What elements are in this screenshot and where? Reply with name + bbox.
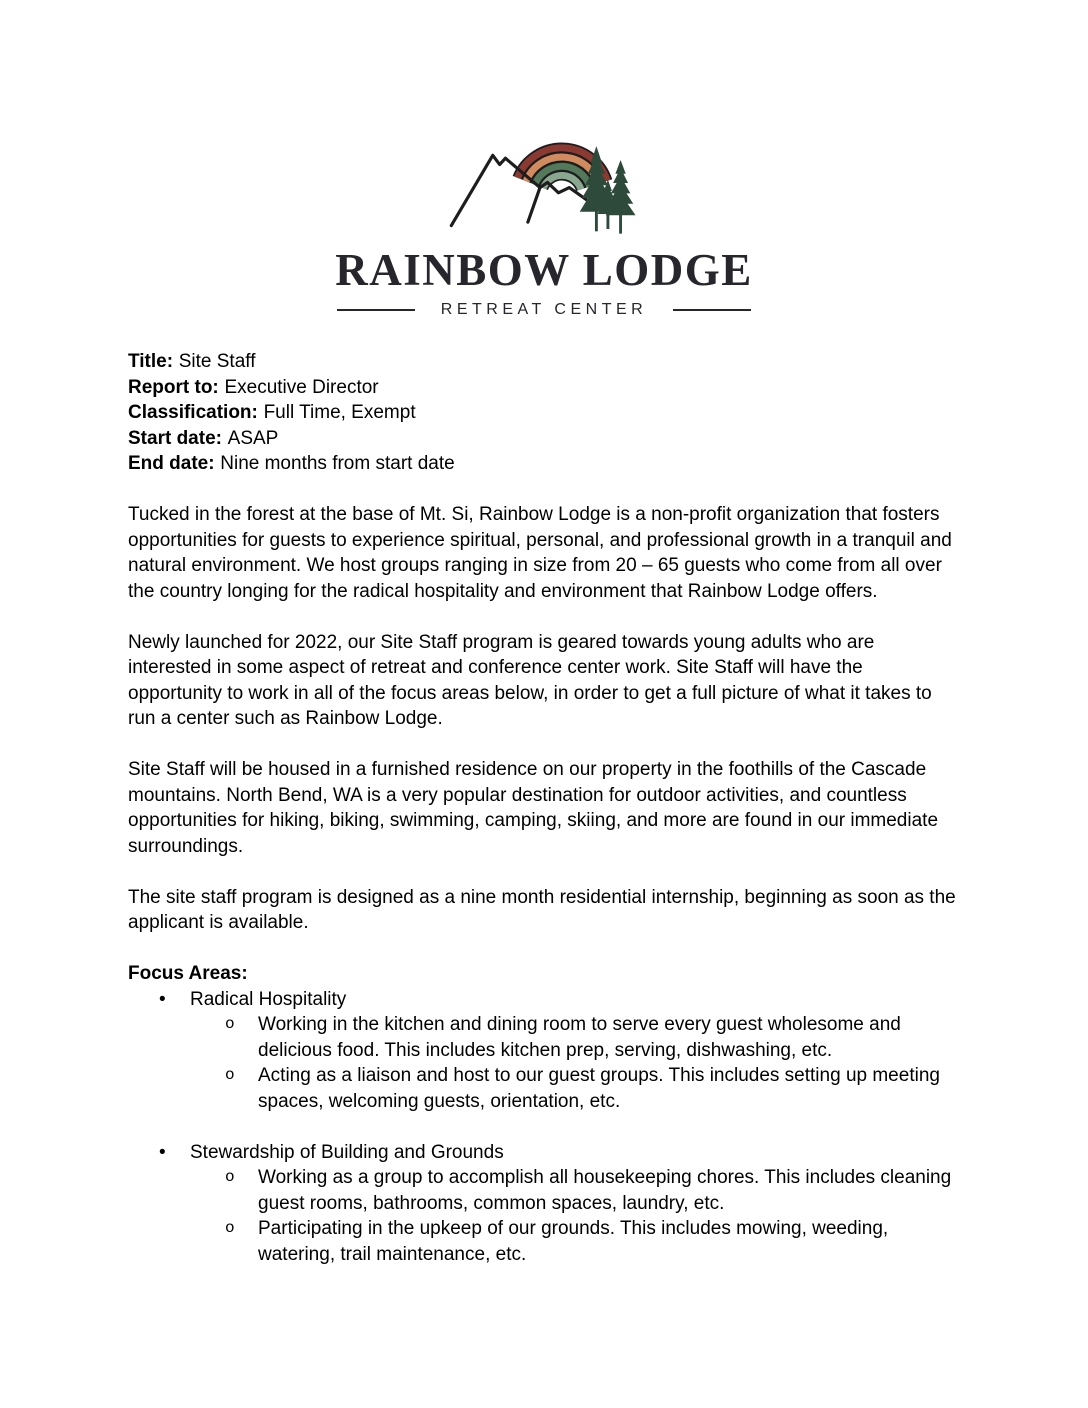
logo <box>0 0 1088 318</box>
meta-value: Full Time, Exempt <box>263 402 416 423</box>
meta-label: Classification: <box>128 402 258 423</box>
sub-bullet-icon: o <box>225 1219 235 1237</box>
paragraph: The site staff program is designed as a nine month residential internship, beginning as soon as the applicant is available. <box>128 886 956 933</box>
focus-area <box>128 1140 960 1268</box>
focus-area-item <box>128 1063 960 1114</box>
focus-area-title: Radical Hospitality <box>190 988 347 1010</box>
meta-row <box>128 349 960 375</box>
meta-value: ASAP <box>227 427 279 449</box>
focus-area-item-text: Acting as a liaison and host to our guest groups. This includes setting up meeting spaces, welcoming guests, orientation, etc. <box>258 1065 940 1112</box>
meta-label: End date: <box>128 453 215 474</box>
meta-row <box>128 400 960 426</box>
sub-bullet-icon: o <box>225 1015 235 1033</box>
focus-area-item <box>128 1012 960 1063</box>
meta-label: Start date: <box>128 427 222 449</box>
logo-wordmark: RAINBOW LODGE <box>335 245 753 295</box>
tagline-right-rule <box>673 309 751 311</box>
logo-tagline-row <box>0 302 1088 318</box>
focus-area <box>128 987 960 1115</box>
job-meta <box>128 349 960 477</box>
bullet-icon: • <box>159 1141 166 1163</box>
meta-value: Executive Director <box>224 376 379 398</box>
focus-area-title-row <box>128 987 960 1013</box>
meta-row <box>128 451 960 477</box>
focus-areas-heading: Focus Areas: <box>128 963 248 984</box>
paragraph: Tucked in the forest at the base of Mt. Si, Rainbow Lodge is a non-profit organization that fosters opportunities for guests to experience spiritual, personal, and professional growth in a tranquil and natural environment. We host groups ranging in size from 20 – 65 guests who come from all over the country longing for the radical hospitality and environment that Rainbow Lodge offers. <box>128 504 952 602</box>
focus-area-title-row <box>128 1140 960 1166</box>
meta-value: Site Staff <box>178 351 256 372</box>
focus-area-title: Stewardship of Building and Grounds <box>190 1141 504 1163</box>
sub-bullet-icon: o <box>225 1066 235 1084</box>
meta-label: Report to: <box>128 376 219 398</box>
bullet-icon: • <box>159 988 166 1010</box>
job-description <box>128 349 960 1267</box>
focus-area-item-text: Working in the kitchen and dining room to serve every guest wholesome and delicious food. This includes kitchen prep, serving, dishwashing, etc. <box>258 1014 901 1061</box>
focus-area-item-text: Working as a group to accomplish all housekeeping chores. This includes cleaning guest rooms, bathrooms, common spaces, laundry, etc. <box>258 1167 952 1214</box>
focus-area-item-text: Participating in the upkeep of our grounds. This includes mowing, weeding, watering, trail maintenance, etc. <box>258 1218 889 1265</box>
meta-value: Nine months from start date <box>220 453 455 474</box>
logo-tagline: RETREAT CENTER <box>440 301 648 318</box>
logo-graphic <box>449 138 639 236</box>
meta-row <box>128 375 960 401</box>
meta-label: Title: <box>128 351 174 372</box>
tagline-left-rule <box>337 309 415 311</box>
paragraph: Site Staff will be housed in a furnished residence on our property in the foothills of the Cascade mountains. North Bend, WA is a very popular destination for outdoor activities, and countless opportunities for hiking, biking, swimming, camping, skiing, and more are found in our immediate surroundings. <box>128 759 939 857</box>
focus-area-item <box>128 1165 960 1216</box>
mountain-front-slope <box>528 188 540 223</box>
focus-area-item <box>128 1216 960 1267</box>
sub-bullet-icon: o <box>225 1168 235 1186</box>
intro-paragraphs <box>128 502 960 936</box>
focus-areas-list <box>128 987 960 1268</box>
paragraph: Newly launched for 2022, our Site Staff program is geared towards young adults who are interested in some aspect of retreat and conference center work. Site Staff will have the opportunity to work in all of the focus areas below, in order to get a full picture of what it takes to run a center such as Rainbow Lodge. <box>128 631 932 729</box>
meta-row <box>128 426 960 452</box>
